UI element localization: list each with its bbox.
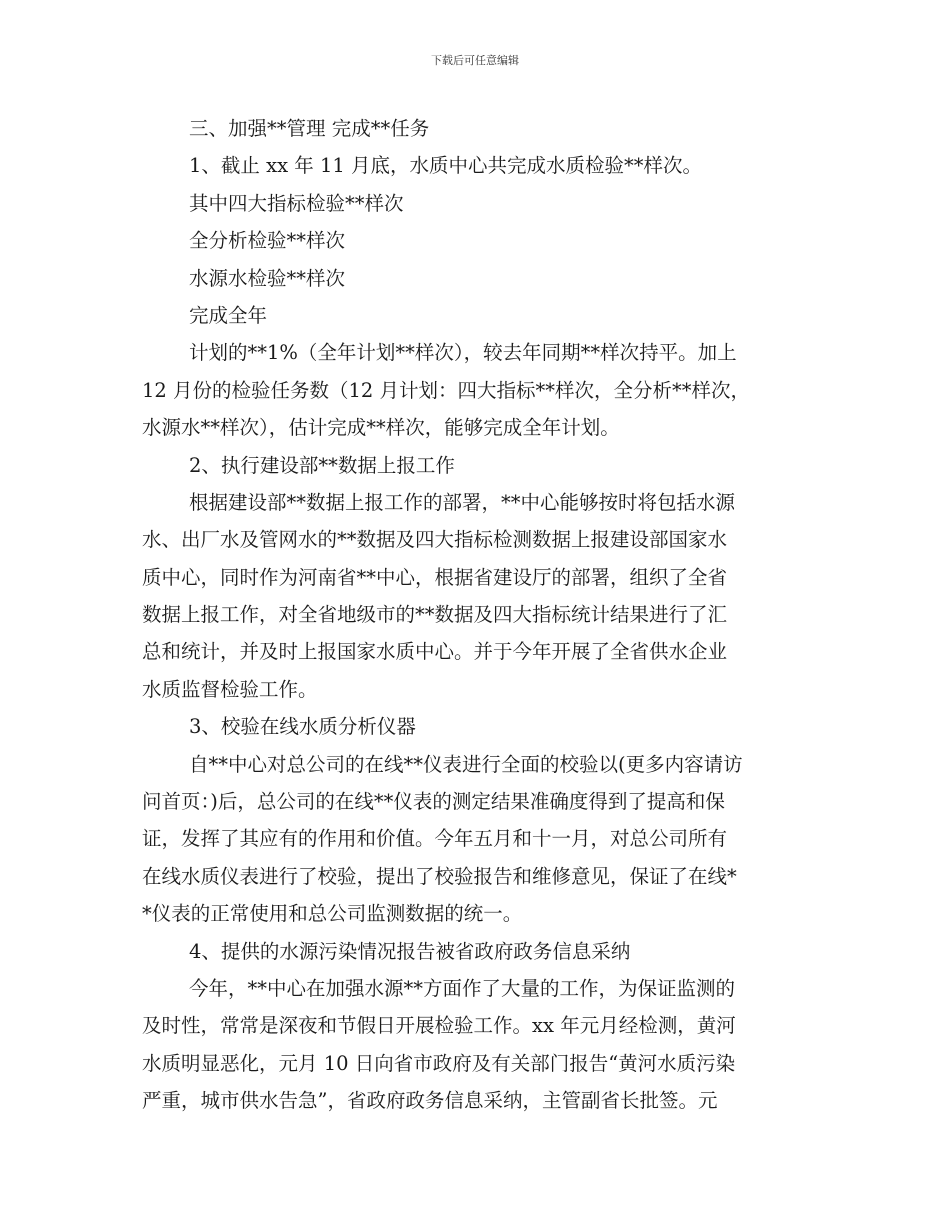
text-line: 水源水**样次），估计完成**样次，能够完成全年计划。 [142, 416, 620, 440]
text-line: 水质监督检验工作。 [142, 677, 318, 701]
text-line: 4、提供的水源污染情况报告被省政府政务信息采纳 [189, 939, 631, 963]
text-line: 数据上报工作，对全省地级市的**数据及四大指标统计结果进行了汇 [142, 603, 728, 627]
text-line: 总和统计，并及时上报国家水质中心。并于今年开展了全省供水企业 [142, 640, 728, 664]
text-line: 水源水检验**样次 [189, 266, 346, 290]
text-line: 三、加强**管理 完成**任务 [189, 117, 430, 140]
text-line: 严重，城市供水告急”，省政府政务信息采纳，主管副省长批签。元 [142, 1089, 718, 1113]
text-line: 12 月份的检验任务数（12 月计划：四大指标**样次，全分析**样次， [142, 378, 751, 402]
page-header: 下载后可任意编辑 [431, 54, 519, 67]
text-line: 质中心，同时作为河南省**中心，根据省建设厅的部署，组织了全省 [142, 565, 728, 589]
text-line: 根据建设部**数据上报工作的部署，**中心能够按时将包括水源 [189, 490, 736, 514]
document-body [142, 110, 802, 1120]
text-line: 自**中心对总公司的在线**仪表进行全面的校验以(更多内容请访 [189, 752, 743, 776]
text-line: 在线水质仪表进行了校验，提出了校验报告和维修意见，保证了在线* [142, 864, 737, 888]
text-line: 其中四大指标检验**样次 [189, 191, 404, 215]
text-line: 计划的**1%（全年计划**样次），较去年同期**样次持平。加上 [189, 341, 737, 365]
text-line: 今年，**中心在加强水源**方面作了大量的工作，为保证监测的 [189, 976, 736, 1000]
text-line: 问首页：)后，总公司的在线**仪表的测定结果准确度得到了提高和保 [142, 790, 725, 814]
text-line: 水、出厂水及管网水的**数据及四大指标检测数据上报建设部国家水 [142, 528, 728, 552]
text-line: *仪表的正常使用和总公司监测数据的统一。 [142, 902, 523, 926]
text-line: 及时性，常常是深夜和节假日开展检验工作。xx 年元月经检测，黄河 [142, 1014, 736, 1038]
text-line: 3、校验在线水质分析仪器 [189, 715, 416, 739]
text-line: 2、执行建设部**数据上报工作 [189, 453, 455, 477]
text-line: 证，发挥了其应有的作用和价值。今年五月和十一月，对总公司所有 [142, 827, 728, 851]
text-line: 完成全年 [189, 303, 268, 327]
text-line: 全分析检验**样次 [189, 229, 346, 253]
text-line: 1、截止 xx 年 11 月底，水质中心共完成水质检验**样次。 [189, 154, 703, 178]
text-line: 水质明显恶化，元月 10 日向省市政府及有关部门报告“黄河水质污染 [142, 1051, 736, 1075]
